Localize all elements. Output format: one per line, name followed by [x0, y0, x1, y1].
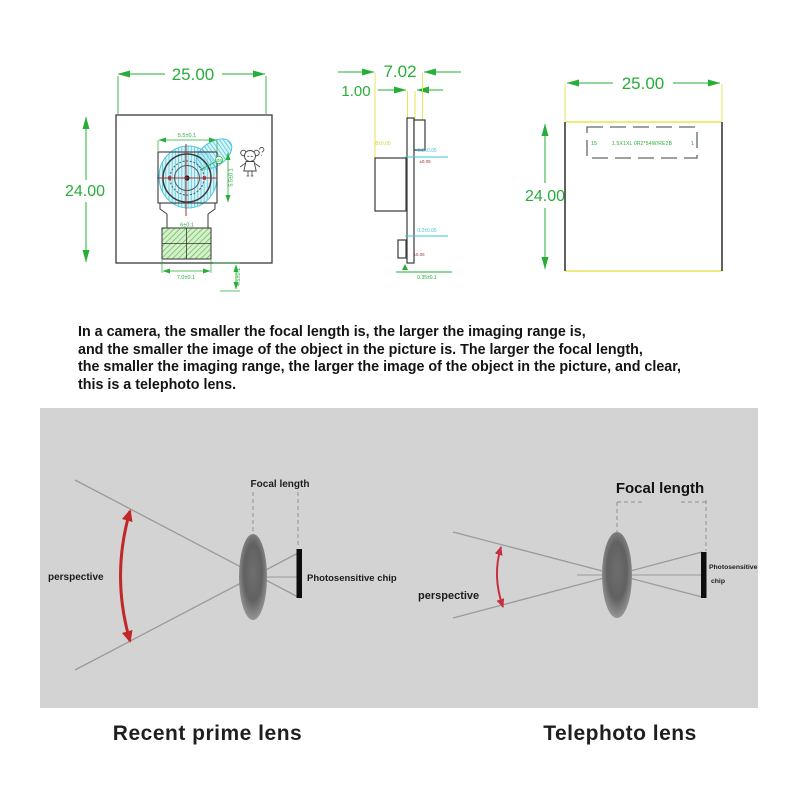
tail-depth-label: 4.5±0.1	[236, 267, 242, 287]
side-view-drawing	[330, 40, 470, 290]
description-line: In a camera, the smaller the focal length is, the larger the imaging range is,	[78, 324, 586, 340]
base-note: 0.35±0.1	[417, 275, 437, 281]
perspective-arc	[497, 547, 503, 607]
pin-first-label: 15	[591, 141, 598, 147]
gap-note-bottom: 0.2±0.05	[417, 228, 437, 234]
photosensitive-chip-bar	[701, 552, 707, 598]
perspective-arc	[121, 511, 131, 641]
photosensitive-chip-bar	[297, 549, 303, 598]
red-note-bottom: ±0.05	[413, 252, 425, 257]
lens-height-label: 5.5±0.1	[228, 168, 235, 187]
lens-diameter-label: Ø8	[216, 158, 222, 163]
side-thickness-label: 1.00	[341, 83, 371, 100]
housing-note: 8±0.05	[375, 141, 391, 147]
back-width-label: 25.00	[621, 74, 665, 93]
description-paragraph	[78, 324, 762, 394]
lens-ellipse	[602, 532, 632, 618]
photosensitive-chip-label: chip	[711, 578, 725, 585]
back-view-drawing	[505, 50, 770, 280]
lens-diagrams	[40, 408, 758, 708]
side-depth-label: 7.02	[383, 62, 417, 81]
prime-lens-diagram	[48, 479, 397, 670]
connector-footprint	[162, 228, 211, 259]
pin-last-label: 1	[690, 141, 694, 147]
focal-length-label: Focal length	[615, 480, 705, 497]
back-height-label: 24.00	[524, 188, 566, 205]
connector-label: 1.5X1XL 0R2*54W/RE2B	[611, 141, 673, 147]
telephoto-lens-caption: Telephoto lens	[543, 722, 697, 745]
lens-width-label: 5.5±0.1	[177, 133, 197, 139]
front-view-drawing	[40, 40, 290, 310]
telephoto-lens-diagram	[418, 480, 758, 618]
side-profile-outline	[375, 118, 425, 263]
perspective-label: perspective	[48, 572, 104, 583]
gap-note-top: 0.2±0.05	[417, 148, 437, 154]
lens-ellipse	[239, 534, 267, 620]
base-arrow	[402, 264, 408, 270]
connector-width-label: 6±0.1	[180, 222, 194, 229]
focal-length-label: Focal length	[250, 479, 310, 490]
photosensitive-chip-label: Photosensitive chip	[307, 573, 397, 584]
connector-outer-label: 7.0±0.1	[176, 275, 196, 281]
lens-comparison-panel	[40, 408, 758, 708]
front-height-label: 24.00	[64, 183, 106, 200]
prime-lens-caption: Recent prime lens	[112, 722, 303, 745]
front-width-label: 25.00	[171, 65, 215, 84]
description-line: the smaller the imaging range, the larger the image of the object in the picture, and clear,	[78, 359, 681, 376]
description-line: and the smaller the image of the object in the picture is. The larger the focal length,	[78, 341, 643, 358]
description-line: this is a telephoto lens.	[78, 376, 237, 393]
photosensitive-chip-label: Photosensitive	[709, 564, 758, 571]
perspective-label: perspective	[418, 590, 480, 602]
red-note-top: ±0.05	[419, 159, 431, 164]
